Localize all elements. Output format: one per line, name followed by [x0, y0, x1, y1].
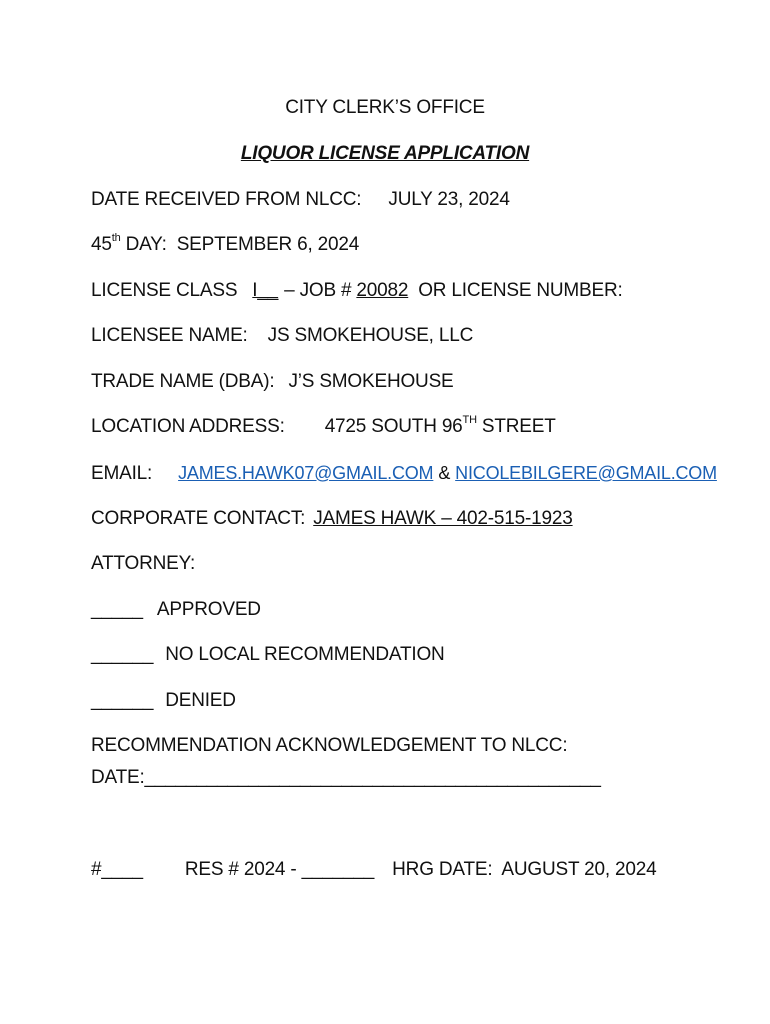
date-received-row: [91, 188, 510, 212]
date-received-label: DATE RECEIVED FROM NLCC:: [91, 189, 362, 210]
trade-name-label: TRADE NAME (DBA):: [91, 371, 275, 392]
location-value-sup: TH: [462, 413, 477, 426]
email-link-2[interactable]: NICOLEBILGERE@GMAIL.COM: [455, 463, 717, 483]
corporate-contact-label: CORPORATE CONTACT:: [91, 508, 306, 529]
trade-name-row: [91, 370, 454, 394]
license-number-label: OR LICENSE NUMBER:: [418, 280, 623, 301]
footer-row: [91, 858, 656, 882]
denied-row: [91, 689, 236, 713]
document-title: LIQUOR LICENSE APPLICATION: [240, 143, 530, 164]
email-row: [91, 461, 717, 486]
day45-label: DAY:: [120, 234, 167, 255]
recommendation-date-line: DATE:____________________________________________: [91, 767, 601, 788]
approved-label: APPROVED: [156, 599, 261, 620]
location-value-suffix: STREET: [476, 416, 556, 437]
no-local-blank: ______: [91, 644, 154, 665]
email-label: EMAIL:: [91, 463, 153, 484]
attorney-label: ATTORNEY:: [91, 553, 196, 574]
no-local-label: NO LOCAL RECOMMENDATION: [165, 644, 445, 665]
location-value-prefix: 4725 SOUTH 96: [324, 416, 463, 437]
email-link-1[interactable]: JAMES.HAWK07@GMAIL.COM: [178, 463, 434, 483]
footer-res: RES # 2024 - _______: [184, 859, 375, 880]
job-label: – JOB #: [284, 280, 352, 301]
license-row: [91, 279, 623, 303]
attorney-row: [91, 552, 195, 576]
email-ampersand: &: [438, 463, 451, 483]
location-row: [91, 415, 556, 439]
office-heading: CITY CLERK’S OFFICE: [285, 97, 485, 118]
footer-hrg-label: HRG DATE:: [392, 859, 493, 880]
date-received-value: JULY 23, 2024: [388, 189, 510, 210]
denied-label: DENIED: [165, 690, 236, 711]
job-number-value: 20082: [356, 280, 409, 301]
corporate-contact-value: JAMES HAWK – 402-515-1923: [313, 508, 573, 529]
recommendation-label: RECOMMENDATION ACKNOWLEDGEMENT TO NLCC:: [91, 735, 568, 756]
day45-number: 45: [91, 234, 112, 255]
footer-number: #____: [91, 859, 143, 880]
day45-row: [91, 233, 359, 257]
trade-name-value: J’S SMOKEHOUSE: [288, 371, 454, 392]
corporate-contact-row: [91, 507, 573, 531]
licensee-value: JS SMOKEHOUSE, LLC: [267, 325, 474, 346]
location-label: LOCATION ADDRESS:: [91, 416, 285, 437]
approved-row: [91, 598, 261, 622]
license-class-value: I__: [252, 280, 279, 301]
no-local-row: [91, 643, 445, 667]
day45-value: SEPTEMBER 6, 2024: [176, 234, 360, 255]
footer-hrg-value: AUGUST 20, 2024: [501, 859, 657, 880]
licensee-row: [91, 324, 473, 348]
license-class-label: LICENSE CLASS: [91, 280, 238, 301]
denied-blank: ______: [91, 690, 154, 711]
day45-suffix: th: [111, 231, 121, 244]
licensee-label: LICENSEE NAME:: [91, 325, 248, 346]
approved-blank: _____: [91, 599, 143, 620]
